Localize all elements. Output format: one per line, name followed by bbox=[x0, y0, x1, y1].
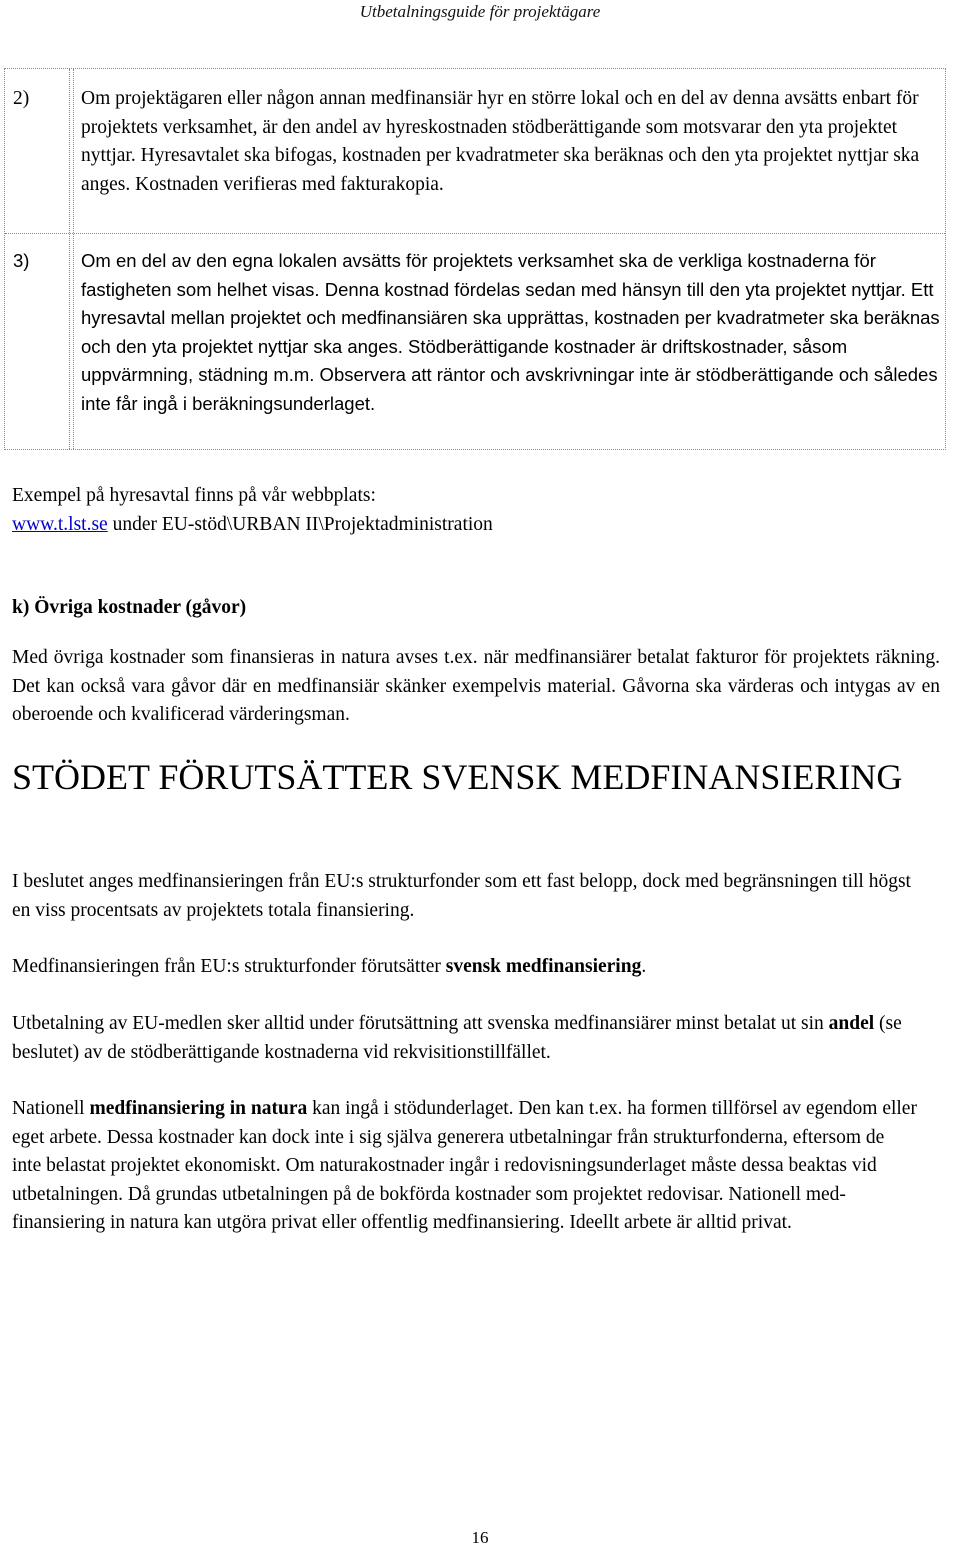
example-link-line bbox=[12, 511, 940, 540]
example-line: Exempel på hyresavtal finns på vår webbplats: bbox=[12, 485, 376, 506]
section-heading: k) Övriga kostnader (gåvor) bbox=[12, 597, 247, 618]
text: Nationell bbox=[12, 1098, 90, 1119]
text: kan ingå i stödunderlaget. Den kan t.ex. ha formen tillförsel av egendom eller eget arbete. Dessa kostnader kan dock inte i sig själva generera utbetalningar från strukturfonderna, eftersom de inte belastat projektet ekonomiskt. Om naturakostnader ingår i redovisningsunderlaget måste dessa beaktas vid utbetalningen. Då grundas utbetalningen på de bokförda kostnader som projektet redovisar. Nationell med-finansiering in natura kan utgöra privat eller offentlig medfinansiering. Ideellt arbete är alltid privat. bbox=[12, 1098, 917, 1233]
main-heading: STÖDET FÖRUTSÄTTER SVENSK MEDFINANSIERING bbox=[12, 757, 903, 797]
page-header: Utbetalningsguide för projektägare bbox=[359, 2, 601, 21]
item-number: 3) bbox=[13, 250, 30, 271]
paragraph-payment bbox=[12, 1010, 912, 1067]
item-text: Om projektägaren eller någon annan medfinansiär hyr en större lokal och en del av denna avsätts enbart för projektets verksamhet, är den andel av hyreskostnaden stödberättigande som motsvarar den yta projektet nyttjar. Hyresavtalet ska bifogas, kostnaden per kvadratmeter ska beräknas och den yta projektet nyttjar ska anges. Kostnaden verifieras med fakturakopia. bbox=[81, 88, 920, 195]
text: Medfinansieringen från EU:s strukturfonder förutsätter bbox=[12, 956, 446, 977]
row-divider bbox=[5, 233, 945, 234]
section-k-text: Med övriga kostnader som finansieras in natura avses t.ex. när medfinansiärer betalat fakturor för projektets räkning. Det kan också vara gåvor där en medfinansiär skänker exempelvis material. Gåvorna ska värderas och intygas av en oberoende och kvalificerad värderingsman. bbox=[12, 647, 940, 725]
page-number: 16 bbox=[471, 1528, 489, 1547]
item-text: Om en del av den egna lokalen avsätts för projektets verksamhet ska de verkliga kostnaderna för fastigheten som helhet visas. Denna kostnad fördelas sedan med hänsyn till den yta projektet nyttjar. Ett hyresavtal mellan projektet och medfinansiären ska upprättas, kostnaden per kvadratmeter ska beräknas och den yta projektet nyttjar ska anges. Stödberättigande kostnader är driftskostnader, såsom uppvärmning, städning m.m. Observera att räntor och avskrivningar inte är stödberättigande och således inte får ingå i beräkningsunderlaget. bbox=[81, 250, 940, 414]
example-paragraph bbox=[12, 482, 940, 539]
website-link[interactable]: www.t.lst.se bbox=[12, 513, 108, 535]
bold-text: andel bbox=[828, 1013, 875, 1034]
paragraph-requirement bbox=[12, 953, 940, 982]
text: . bbox=[641, 956, 647, 977]
text: Utbetalning av EU-medlen sker alltid under förutsättning att svenska medfinansiärer minst betalat ut sin bbox=[12, 1013, 829, 1034]
paragraph-decision: I beslutet anges medfinansieringen från EU:s strukturfonder som ett fast belopp, dock med begränsningen till högst en viss procentsats av projektets totala finansiering. bbox=[12, 871, 911, 921]
column-divider bbox=[73, 69, 74, 449]
bold-text: svensk medfinansiering bbox=[445, 956, 642, 977]
paragraph-in-kind bbox=[12, 1095, 917, 1238]
text: (se beslutet) av de stödberättigande kostnaderna vid rekvisitionstillfället. bbox=[12, 1013, 902, 1063]
rent-rules-box bbox=[4, 68, 946, 450]
bold-text: medfinansiering in natura bbox=[89, 1098, 308, 1119]
example-path: under EU-stöd\URBAN II\Projektadministration bbox=[107, 513, 493, 535]
column-divider bbox=[69, 69, 70, 449]
item-number: 2) bbox=[13, 88, 30, 109]
